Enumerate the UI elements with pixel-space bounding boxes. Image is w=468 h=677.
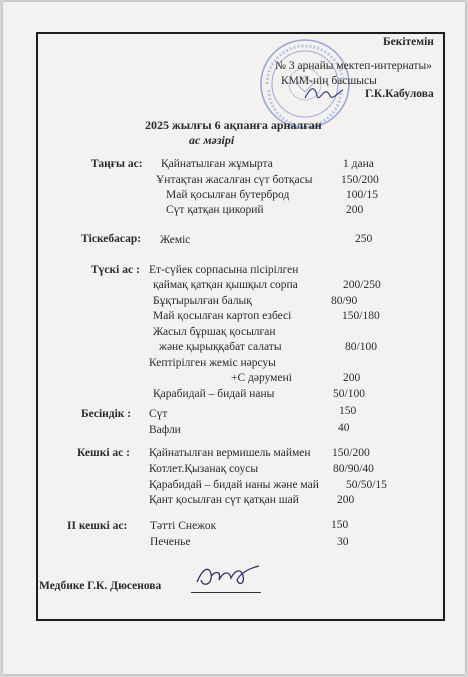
menu-item-qty: 50/100 (333, 388, 365, 400)
menu-item-name: Қант қосылған сүт қатқан шай (149, 494, 299, 506)
section-label-dinner: Кешкі ас : (77, 447, 130, 459)
menu-item-name: Май қосылған картоп езбесі (153, 310, 292, 322)
menu-item-name: Сүт қатқан цикорий (166, 204, 264, 216)
menu-item-name: Сүт (149, 408, 168, 420)
menu-item-qty: 50/50/15 (346, 479, 387, 491)
menu-item-qty: 150/200 (341, 174, 379, 186)
approval-line-1: № 3 арнайы мектеп-интернаты» (275, 60, 432, 72)
approval-name: Г.К.Кабулова (365, 88, 434, 100)
menu-item-qty: 200/250 (343, 279, 381, 291)
menu-item-qty: 1 дана (343, 158, 374, 170)
section-label-afternoon: Бесіндік : (81, 408, 132, 420)
nurse-signature-icon (193, 562, 263, 594)
menu-item-qty: 150/200 (332, 447, 370, 459)
approval-title: Бекітемін (383, 36, 434, 48)
menu-item-qty: 200 (337, 494, 355, 506)
menu-item-qty: 30 (337, 536, 349, 548)
menu-item-name: Жеміс (160, 234, 191, 246)
menu-item-name: қаймақ қатқан қышқыл сорпа (153, 279, 298, 291)
menu-item-qty: 150 (339, 405, 357, 417)
menu-item-name: Ет-сүйек сорпасына пісірілген (149, 264, 299, 276)
section-label-snack: Тіскебасар: (81, 233, 142, 245)
section-label-breakfast: Таңғы ас: (91, 158, 143, 170)
menu-item-name: және қырыққабат салаты (159, 341, 282, 353)
menu-item-name: Тәтті Снежок (150, 520, 217, 532)
menu-item-qty: 80/100 (345, 341, 377, 353)
menu-item-name: Қайнатылған жұмырта (161, 158, 273, 170)
menu-item-name: Котлет.Қызанақ соусы (149, 463, 259, 475)
menu-item-name: Қарабидай – бидай наны (153, 388, 275, 400)
section-label-lunch: Түскі ас : (91, 264, 140, 276)
page-subtitle: ас мәзірі (189, 133, 235, 147)
menu-item-name: Қайнатылған вермишель маймен (149, 447, 311, 459)
menu-item-qty: 80/90 (331, 295, 358, 307)
menu-item-name: +С дәрумені (231, 372, 292, 384)
menu-item-qty: 100/15 (346, 189, 378, 201)
menu-item-name: Май қосылған бутерброд (166, 189, 290, 201)
menu-item-qty: 200 (346, 204, 364, 216)
menu-item-qty: 150 (331, 519, 349, 531)
menu-item-name: Вафли (149, 424, 181, 436)
menu-item-qty: 150/180 (342, 310, 380, 322)
menu-item-qty: 80/90/40 (333, 463, 374, 475)
nurse-signature-label: Медбике Г.К. Дюсенова (39, 580, 162, 592)
director-signature-icon (303, 82, 345, 104)
menu-item-qty: 250 (355, 233, 373, 245)
section-label-second-dinner: ІІ кешкі ас: (67, 520, 128, 532)
page-title: 2025 жылғы 6 ақпанға арналған (145, 118, 322, 132)
menu-item-name: Жасыл бұршақ қосылған (153, 326, 276, 338)
menu-item-name: Қарабидай – бидай наны және май (149, 479, 319, 491)
approval-line-2: КММ-нің басшысы (281, 75, 377, 87)
menu-item-name: Бұқтырылған балық (153, 295, 252, 307)
menu-item-name: Ұнтақтан жасалған сүт ботқасы (156, 174, 313, 186)
menu-item-qty: 200 (343, 372, 361, 384)
menu-item-qty: 40 (338, 422, 350, 434)
menu-item-name: Печенье (150, 536, 191, 548)
menu-sheet (3, 2, 465, 674)
menu-item-name: Кептірілген жеміс нәрсуы (149, 357, 276, 369)
